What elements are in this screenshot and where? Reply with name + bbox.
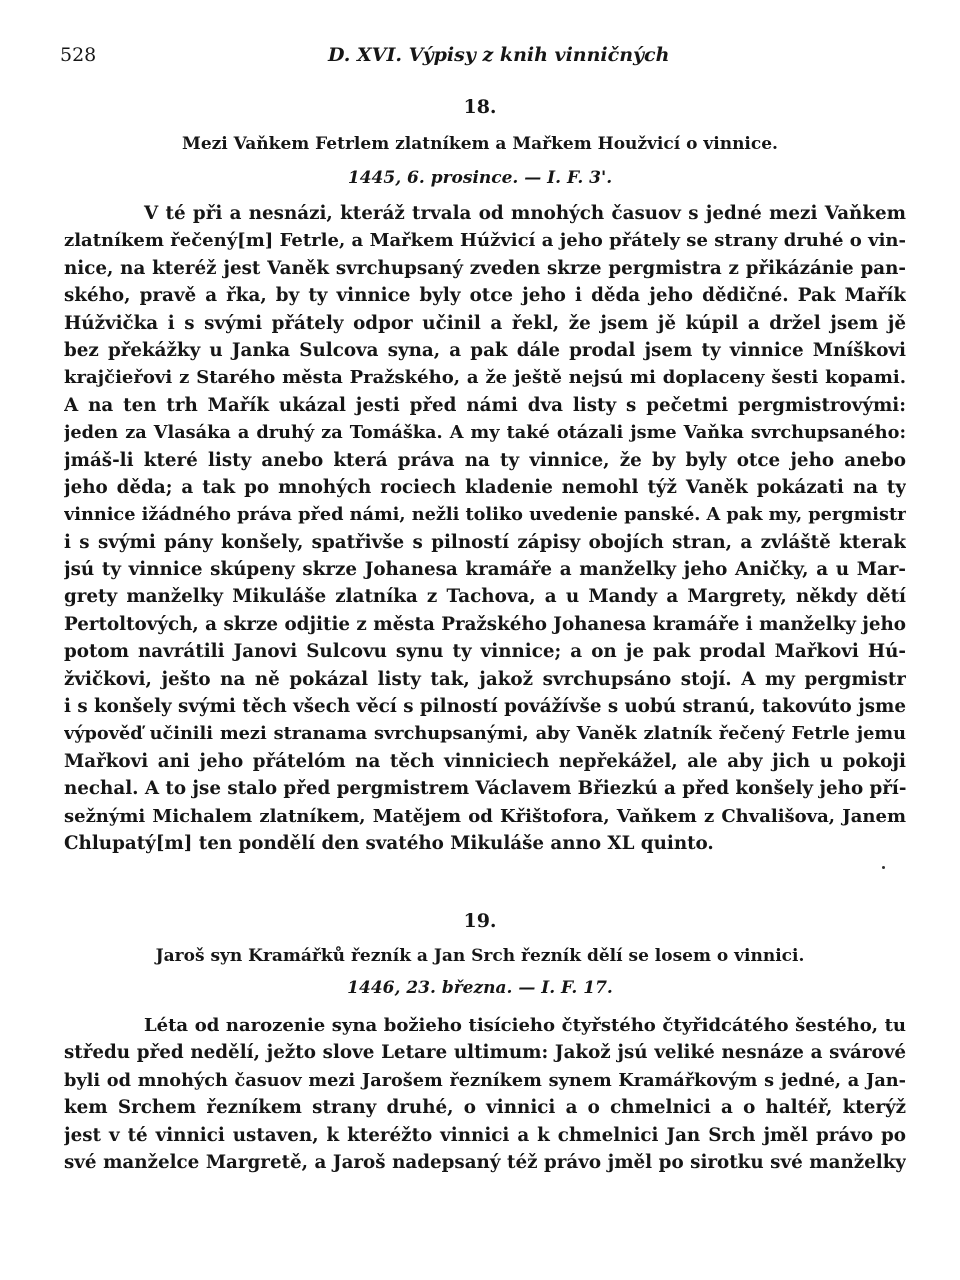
text-line: V té při a nesnázi, kteráž trvala od mnohých časuov s jedné mezi Vaňkem [144,203,906,224]
text-line: vinnice ižádného práva před námi, nežli toliko uvedenie panské. A pak my, pergmistr [64,504,906,526]
page-number: 528 [60,44,97,66]
text-line: Léta od narozenie syna božieho tisícieho čtyřstého čtyřidcátého šestého, tu [144,1015,906,1036]
text-line: středu před nedělí, ježto slove Letare ultimum: Jakož jsú veliké nesnáze a svárové [64,1042,906,1064]
text-line: Chlupatý[m] ten pondělí den svatého Mikuláše anno XL quinto. [64,832,714,854]
text-line: nice, na kteréž jest Vaněk svrchupsaný zveden skrze pergmistra z přikázánie pan- [64,257,906,279]
document-number: 18. [463,96,497,118]
text-line: jeden za Vlasáka a druhý za Tomáška. A my také otázali jsme Vaňka svrchupsaného: [64,422,906,444]
text-line: výpověď učinili mezi stranama svrchupsanými, aby Vaněk zlatník řečený Fetrle jemu [64,723,906,745]
text-line: bez překážky u Janka Sulcova syna, a pak dále prodal jsem ty vinnice Mníškovi [64,339,906,361]
running-head [60,44,900,74]
document-number: 19. [463,910,497,932]
text-line: i s konšely svými těch všech věcí s pilností povážívše s uobú stranú, takovúto jsme [64,696,906,718]
text-line: jeho děda; a tak po mnohých rociech kladenie nemohl týž Vaněk pokázati na ty [64,476,906,498]
document-date: 1446, 23. března. — I. F. 17. [347,978,613,998]
text-line: Mařkovi ani jeho přátelóm na těch vinniciech nepřekážel, ale aby jich u pokoji [64,750,906,772]
text-line: grety manželky Mikuláše zlatníka z Tachova, a u Mandy a Margrety, někdy dětí [64,586,906,608]
text-line: A na ten trh Mařík ukázal jesti před námi dva listy s pečetmi pergmistrovými: [64,394,906,416]
text-line: Húžvička i s svými přátely odpor učinil a řekl, že jsem jě kúpil a držel jsem jě [64,312,906,334]
text-line: krajčieřovi z Starého města Pražského, a že ještě nejsú mi doplaceny šesti kopami. [64,367,906,389]
text-line: byli od mnohých časuov mezi Jarošem řezníkem synem Kramářkovým s jedné, a Jan- [64,1069,906,1091]
text-line: nechal. A to jse stalo před pergmistrem Václavem Břiezkú a před konšely jeho pří- [64,778,906,800]
text-line: sežnými Michalem zlatníkem, Matějem od Křištofora, Vaňkem z Chvališova, Janem [64,805,906,827]
document-body [64,200,906,857]
text-line: jmáš-li které listy anebo která práva na ty vinnice, že by byly otce jeho anebo [64,449,906,471]
text-line: žvičkovi, ješto na ně pokázal listy tak, jakož svrchupsáno stojí. A my pergmistr [64,668,906,690]
text-line: kem Srchem řezníkem strany druhé, o vinnici a o chmelnici a o haltéř, kterýž [64,1097,906,1119]
text-line: ského, pravě a řka, by ty vinnice byly otce jeho i děda jeho dědičné. Pak Mařík [64,285,906,307]
text-line: Pertoltových, a skrze odjitie z města Pražského Johanesa kramáře i manželky jeho [64,613,906,635]
text-line: jsú ty vinnice skúpeny skrze Johanesa kramáře a manželky jeho Aničky, a u Mar- [64,559,906,581]
document-heading: Mezi Vaňkem Fetrlem zlatníkem a Mařkem Houžvicí o vinnice. [182,134,778,154]
document-body [64,1012,906,1176]
text-line: jest v té vinnici ustaven, k kteréžto vinnici a k chmelnici Jan Srch jměl právo po [64,1124,906,1146]
document-heading: Jaroš syn Kramářků řezník a Jan Srch řezník dělí se losem o vinnici. [155,946,805,966]
document-date: 1445, 6. prosince. — I. F. 3'. [347,168,613,188]
stray-mark [882,866,885,869]
text-line: i s svými pány konšely, spatřivše s pilností zápisy obojích stran, a zvláště kterak [64,531,906,553]
text-line: své manželce Margretě, a Jaroš nadepsaný též právo jměl po sirotku své manželky [64,1151,906,1173]
text-line: zlatníkem řečený[m] Fetrle, a Mařkem Húžvicí a jeho přátely se strany druhé o vin- [64,230,906,252]
text-line: potom navrátili Janovi Sulcovu synu ty vinnice; a on je pak prodal Mařkovi Hú- [64,641,906,663]
running-title: D. XVI. Výpisy z knih vinničných [328,44,670,66]
